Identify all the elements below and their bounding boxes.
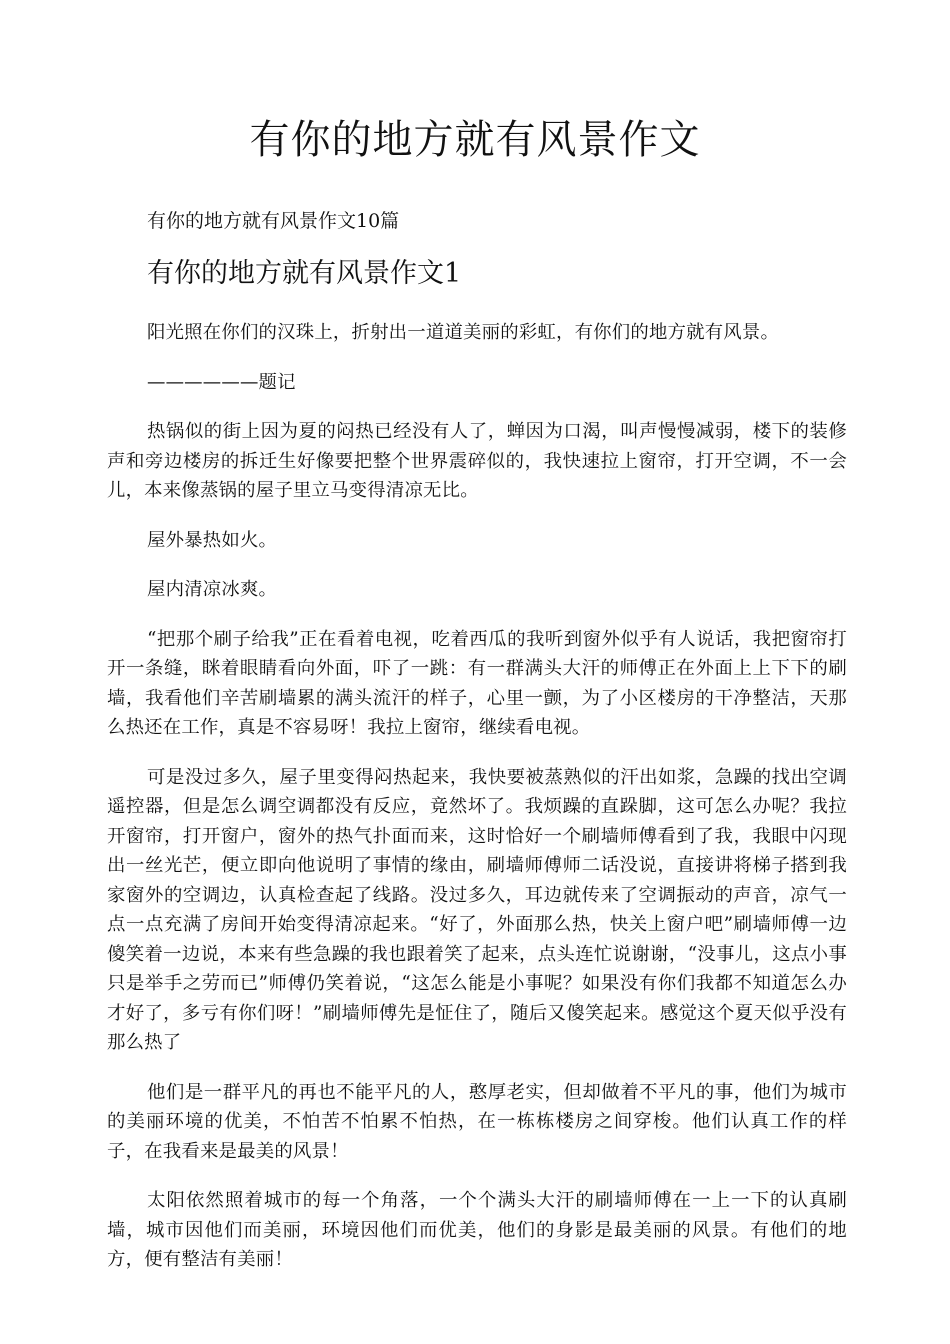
- paragraph-intro: 阳光照在你们的汉珠上，折射出一道道美丽的彩虹，有你们的地方就有风景。: [147, 322, 780, 343]
- document-subtitle: 有你的地方就有风景作文10篇: [147, 210, 400, 232]
- paragraph: 屋外暴热如火。: [147, 529, 278, 551]
- paragraph: 可是没过多久，屋子里变得闷热起来，我快要被蒸熟似的汗出如浆，急躁的找出空调遥控器，但是怎么调空调都没有反应，竟然坏了。我烦躁的直跺脚，这可怎么办呢？我拉开窗帘，打开窗户，窗外的热气扑面而来，这时恰好一个刷墙师傅看到了我，我眼中闪现出一丝光芒，便立即向他说明了事情的缘由，刷墙师傅师二话没说，直接讲将梯子搭到我家窗外的空调边，认真检查起了线路。没过多久，耳边就传来了空调振动的声音，凉气一点一点充满了房间开始变得清凉起来。“好了，外面那么热，快关上窗户吧”刷墙师傅一边傻笑着一边说，本来有些急躁的我也跟着笑了起来，点头连忙说谢谢，“没事儿，这点小事只是举手之劳而已”师傅仍笑着说，“这怎么能是小事呢？如果没有你们我都不知道怎么办才好了，多亏有你们呀！”刷墙师傅先是怔住了，随后又傻笑起来。感觉这个夏天似乎没有那么热了: [107, 766, 847, 1053]
- document-body: [107, 206, 847, 1295]
- paragraph: “把那个刷子给我”正在看着电视，吃着西瓜的我听到窗外似乎有人说话，我把窗帘打开一条缝，眯着眼睛看向外面，吓了一跳：有一群满头大汗的师傅正在外面上上下下的刷墙，我看他们辛苦刷墙累的满头流汗的样子，心里一颤，为了小区楼房的干净整洁，天那么热还在工作，真是不容易呀！我拉上窗帘，继续看电视。: [107, 628, 847, 738]
- paragraph: 热锅似的街上因为夏的闷热已经没有人了，蝉因为口渴，叫声慢慢减弱，楼下的装修声和旁边楼房的拆迁生好像要把整个世界震碎似的，我快速拉上窗帘，打开空调，不一会儿，本来像蒸锅的屋子里立马变得清凉无比。: [107, 421, 847, 501]
- paragraph: 太阳依然照着城市的每一个角落，一个个满头大汗的刷墙师傅在一上一下的认真刷墙，城市因他们而美丽，环境因他们而优美，他们的身影是最美丽的风景。有他们的地方，便有整洁有美丽！: [107, 1190, 847, 1270]
- paragraph: 他们是一群平凡的再也不能平凡的人，憨厚老实，但却做着不平凡的事，他们为城市的美丽环境的优美，不怕苦不怕累不怕热，在一栋栋楼房之间穿梭。他们认真工作的样子，在我看来是最美的风景！: [107, 1081, 847, 1162]
- section-heading: 有你的地方就有风景作文1: [147, 258, 462, 289]
- document-title: 有你的地方就有风景作文: [249, 117, 701, 163]
- paragraph-epigraph: ——————题记: [147, 371, 296, 393]
- paragraph: 屋内清凉冰爽。: [147, 579, 278, 600]
